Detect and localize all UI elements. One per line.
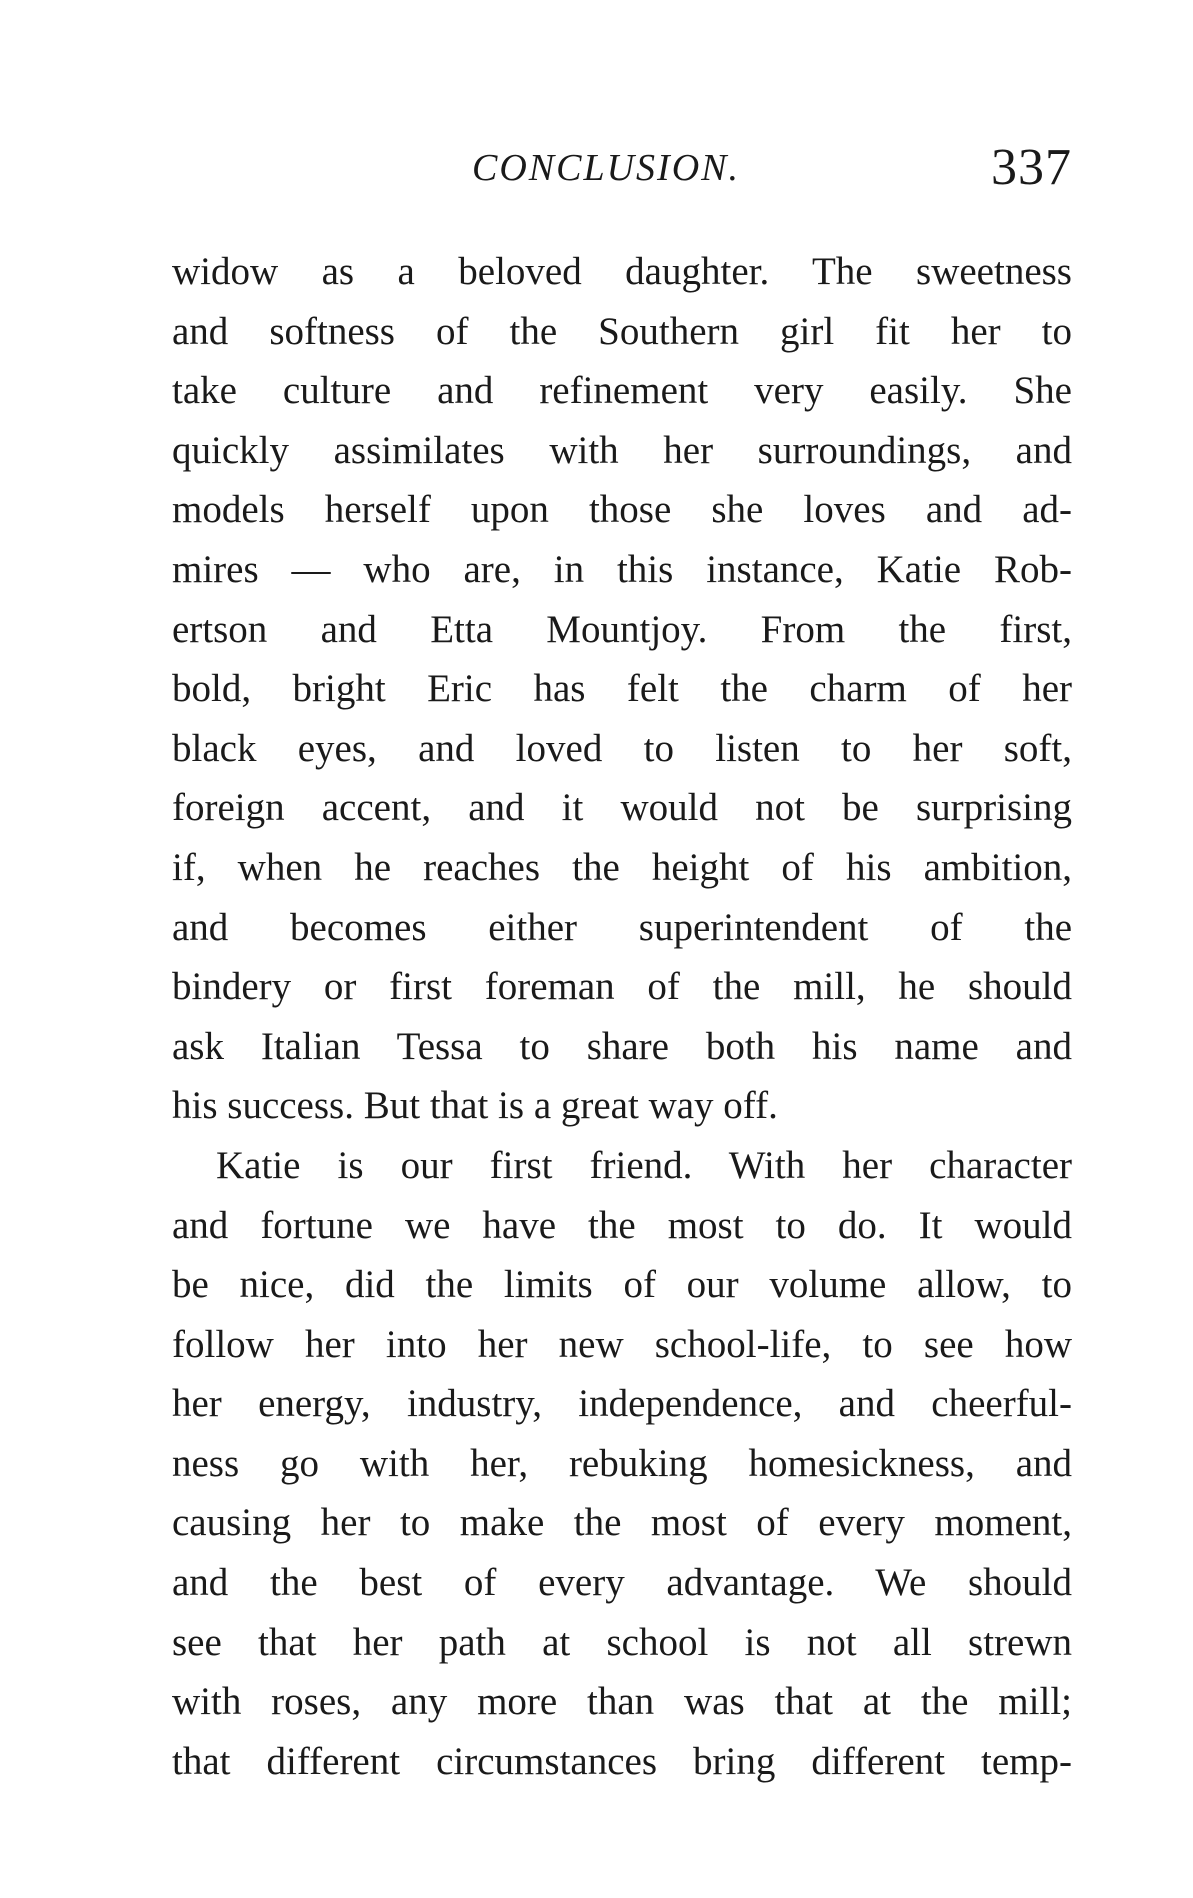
running-head xyxy=(172,120,1072,210)
text-line: black eyes, and loved to listen to her soft, xyxy=(172,726,1072,770)
text-line: his success. But that is a great way off. xyxy=(172,1084,778,1128)
text-line: follow her into her new school-life, to see how xyxy=(172,1322,1072,1366)
text-line: and becomes either superintendent of the xyxy=(172,905,1072,949)
text-line: foreign accent, and it would not be surprising xyxy=(172,786,1072,830)
text-line: mires — who are, in this instance, Katie Rob- xyxy=(172,547,1072,591)
page-number: 337 xyxy=(991,139,1072,196)
text-line: ertson and Etta Mountjoy. From the first, xyxy=(172,607,1072,651)
text-line: models herself upon those she loves and ad- xyxy=(172,488,1072,532)
text-line: ness go with her, rebuking homesickness, and xyxy=(172,1441,1072,1485)
text-line: see that her path at school is not all strewn xyxy=(172,1620,1072,1664)
text-line: be nice, did the limits of our volume allow, to xyxy=(172,1263,1072,1307)
text-line: and the best of every advantage. We should xyxy=(172,1561,1072,1605)
text-line: widow as a beloved daughter. The sweetness xyxy=(172,250,1072,293)
text-line: bindery or first foreman of the mill, he should xyxy=(172,965,1072,1009)
body-text xyxy=(172,242,1072,1791)
text-line: take culture and refinement very easily. She xyxy=(172,369,1072,413)
text-line: Katie is our first friend. With her character xyxy=(216,1143,1072,1187)
text-line: and fortune we have the most to do. It would xyxy=(172,1203,1072,1247)
text-line: that different circumstances bring different temp- xyxy=(172,1739,1072,1783)
text-line: and softness of the Southern girl fit her to xyxy=(172,309,1072,353)
text-line: causing her to make the most of every moment, xyxy=(172,1501,1072,1545)
text-line: her energy, industry, independence, and cheerful- xyxy=(172,1382,1072,1426)
text-line: if, when he reaches the height of his ambition, xyxy=(172,845,1072,889)
text-line: bold, bright Eric has felt the charm of her xyxy=(172,667,1072,711)
running-title: CONCLUSION. xyxy=(472,147,740,189)
text-line: with roses, any more than was that at the mill; xyxy=(172,1680,1072,1724)
text-line: ask Italian Tessa to share both his name and xyxy=(172,1024,1072,1068)
text-line: quickly assimilates with her surroundings, and xyxy=(172,428,1072,472)
